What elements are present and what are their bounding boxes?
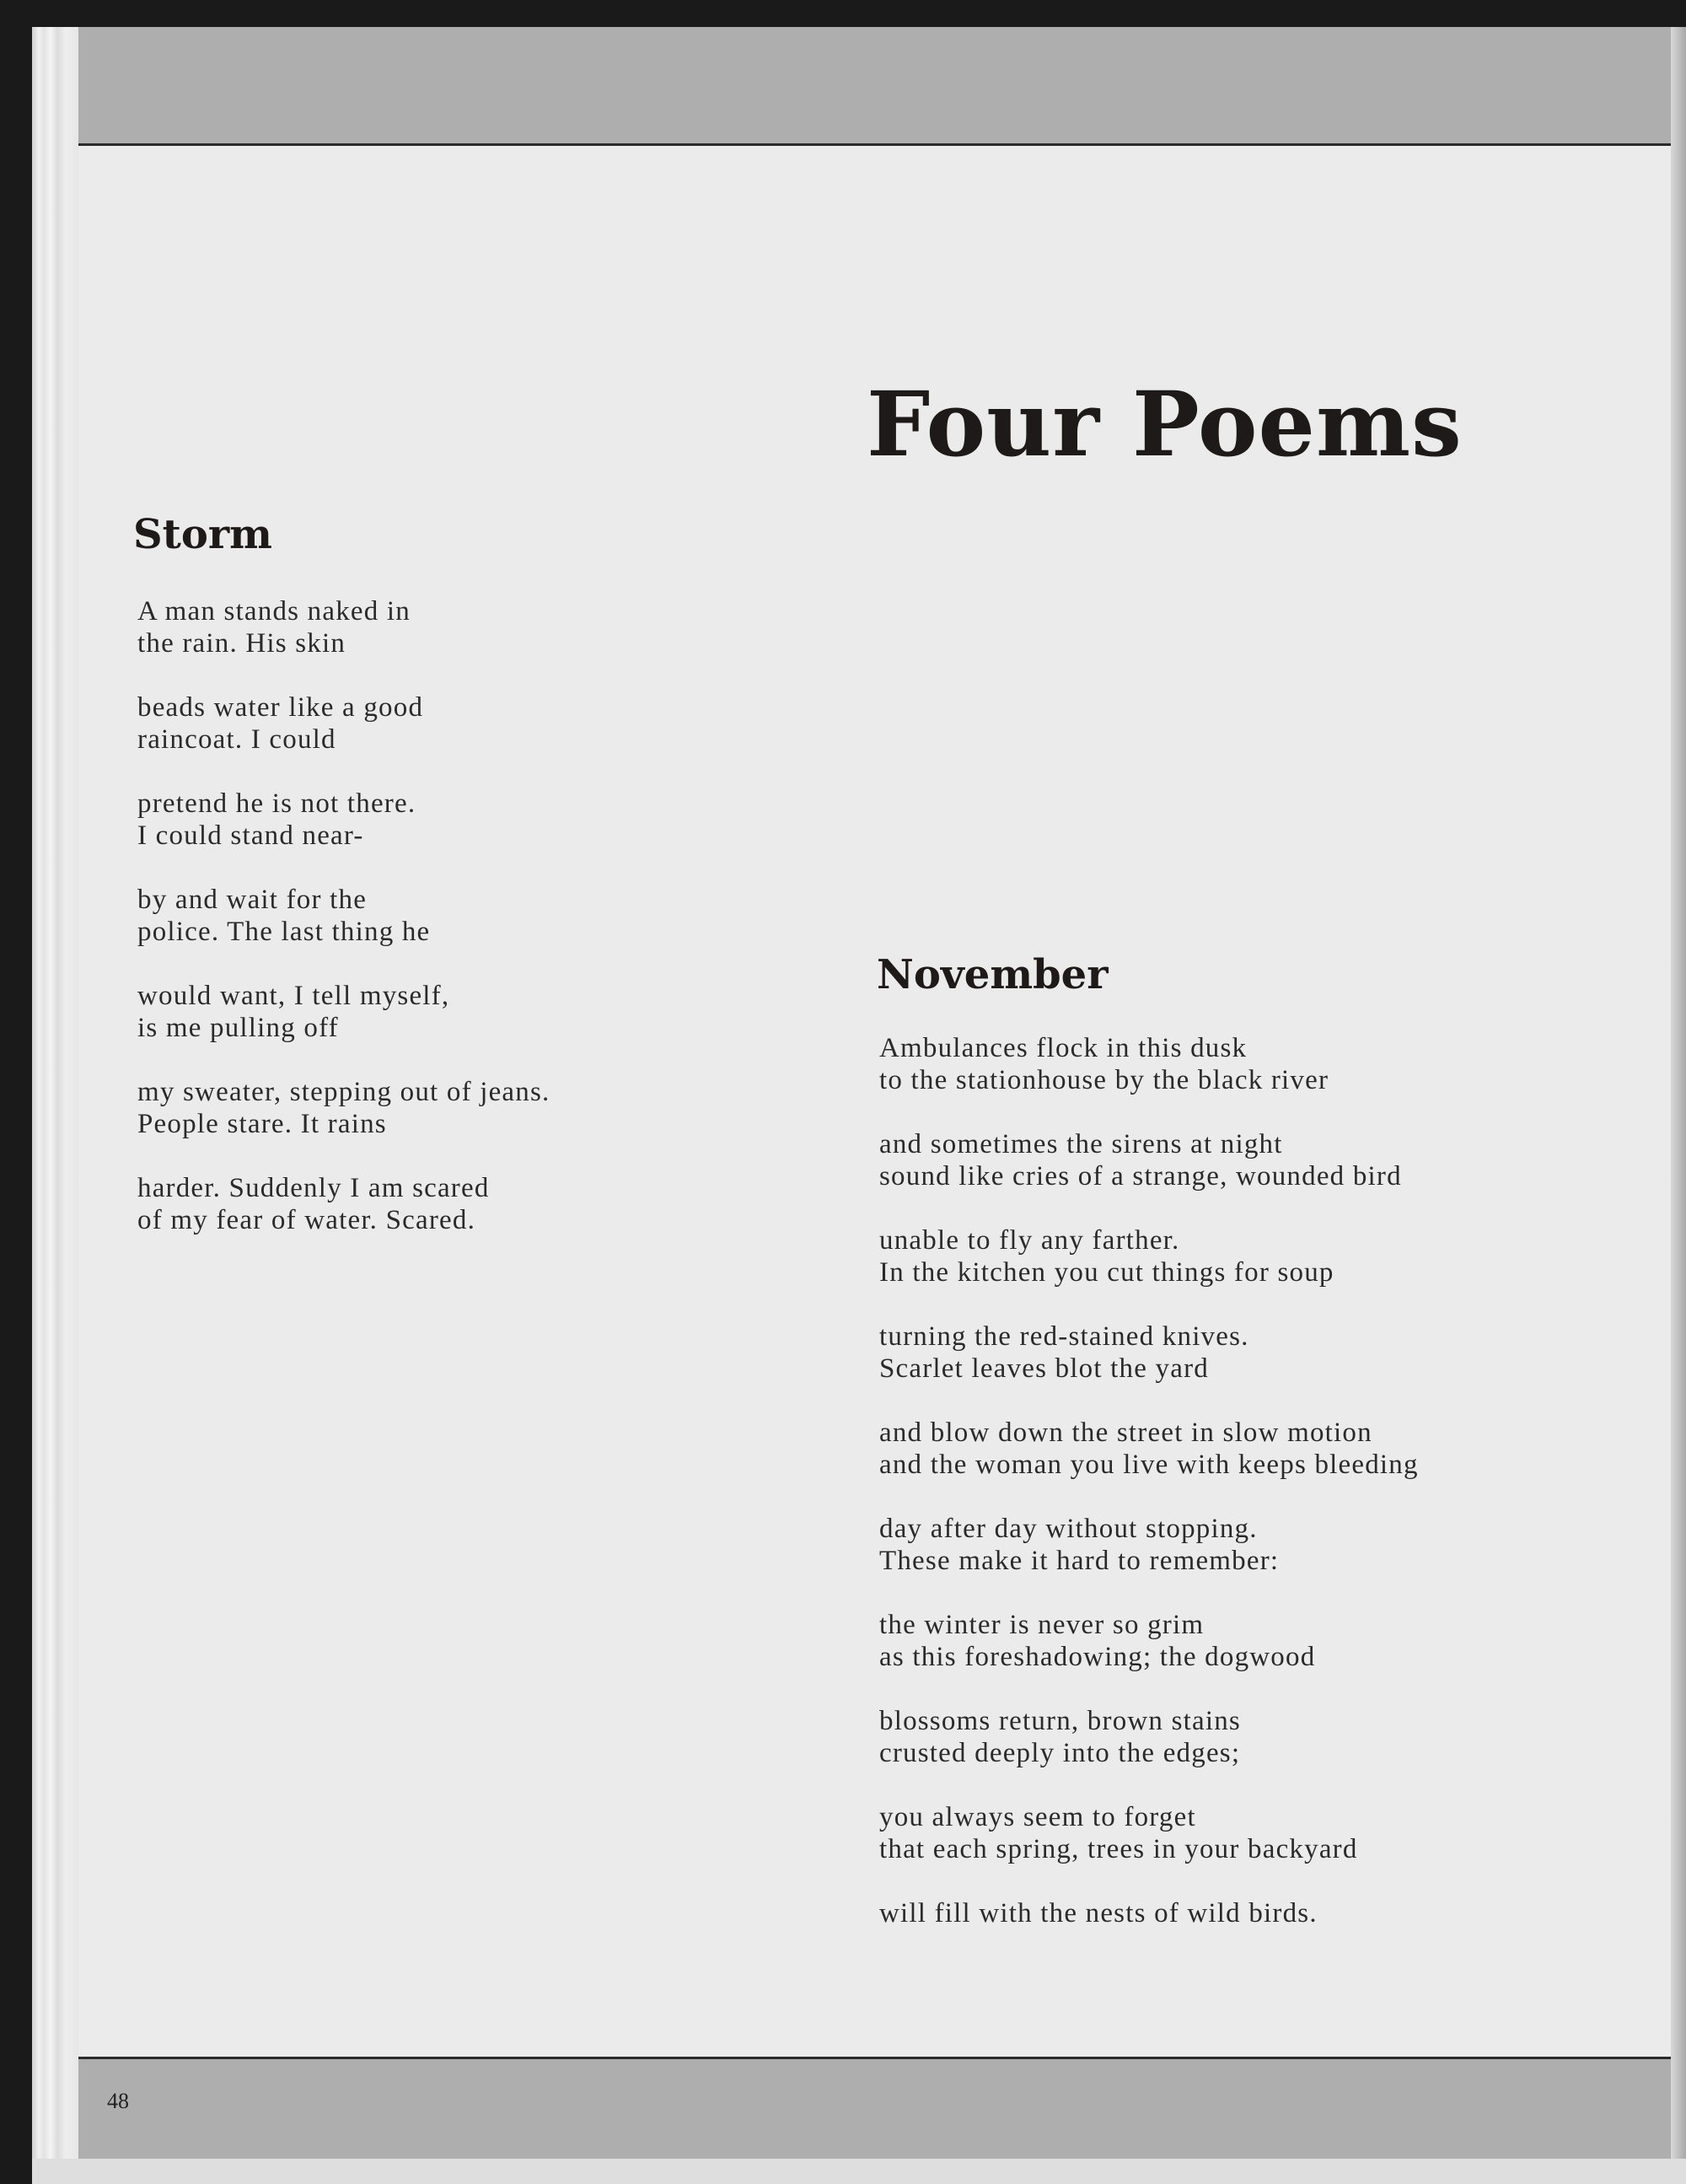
poem-line: unable to fly any farther. [879, 1225, 1180, 1256]
poem-line: sound like cries of a strange, wounded bird [879, 1161, 1402, 1192]
poem-line: day after day without stopping. [879, 1514, 1258, 1544]
stanza [879, 1032, 1419, 1096]
poem-line: raincoat. I could [137, 724, 336, 755]
stanza [879, 1801, 1419, 1865]
poem-line: my sweater, stepping out of jeans. [137, 1077, 550, 1107]
poem-line: would want, I tell myself, [137, 981, 450, 1011]
poem-line: as this foreshadowing; the dogwood [879, 1642, 1316, 1672]
stanza [137, 595, 550, 659]
gutter-strip [1671, 27, 1686, 2184]
poem-line: the winter is never so grim [879, 1610, 1205, 1640]
poem-line: is me pulling off [137, 1013, 339, 1043]
page-number: 48 [107, 2089, 129, 2113]
stanza [879, 1321, 1419, 1385]
page-stack-edge [32, 27, 78, 2184]
footer-band [78, 2057, 1686, 2159]
poem-line: Ambulances flock in this dusk [879, 1033, 1248, 1063]
poem-line: the rain. His skin [137, 628, 346, 659]
poem-line: that each spring, trees in your backyard [879, 1834, 1358, 1864]
poem-line: beads water like a good [137, 692, 424, 723]
poem-line: I could stand near- [137, 820, 364, 851]
poem-line: People stare. It rains [137, 1109, 387, 1139]
stanza [137, 1076, 550, 1140]
poem-body-november [879, 1032, 1419, 1961]
stanza [879, 1513, 1419, 1577]
stanza [137, 691, 550, 756]
header-band [78, 27, 1686, 146]
stanza [137, 884, 550, 948]
poem-line: of my fear of water. Scared. [137, 1205, 476, 1235]
stanza [879, 1128, 1419, 1192]
page-title: Four Poems [867, 371, 1463, 476]
poem-line: blossoms return, brown stains [879, 1706, 1241, 1736]
poem-body-storm [137, 595, 550, 1268]
poem-line: In the kitchen you cut things for soup [879, 1257, 1334, 1288]
stanza [137, 1172, 550, 1236]
poem-line: These make it hard to remember: [879, 1546, 1280, 1576]
poem-title-storm: Storm [133, 511, 272, 558]
poem-line: and blow down the street in slow motion [879, 1417, 1372, 1448]
stanza [137, 788, 550, 852]
stanza [879, 1705, 1419, 1769]
poem-line: harder. Suddenly I am scared [137, 1173, 490, 1203]
poem-line: crusted deeply into the edges; [879, 1738, 1241, 1768]
stanza [879, 1609, 1419, 1673]
poem-line: pretend he is not there. [137, 788, 416, 819]
poem-line: A man stands naked in [137, 596, 411, 627]
poem-line: by and wait for the [137, 885, 368, 915]
poem-title-november: November [877, 951, 1109, 998]
poem-line: turning the red-stained knives. [879, 1321, 1249, 1352]
poem-line: and the woman you live with keeps bleeding [879, 1450, 1419, 1480]
stanza [879, 1417, 1419, 1481]
poem-line: you always seem to forget [879, 1802, 1196, 1832]
poem-line: and sometimes the sirens at night [879, 1129, 1283, 1159]
poem-line: Scarlet leaves blot the yard [879, 1353, 1209, 1384]
stanza [879, 1897, 1419, 1929]
stanza [137, 980, 550, 1044]
poem-line: police. The last thing he [137, 917, 431, 947]
page-bottom-edge [32, 2159, 1686, 2184]
stanza [879, 1224, 1419, 1288]
poem-line: will fill with the nests of wild birds. [879, 1898, 1318, 1928]
poem-line: to the stationhouse by the black river [879, 1065, 1329, 1095]
